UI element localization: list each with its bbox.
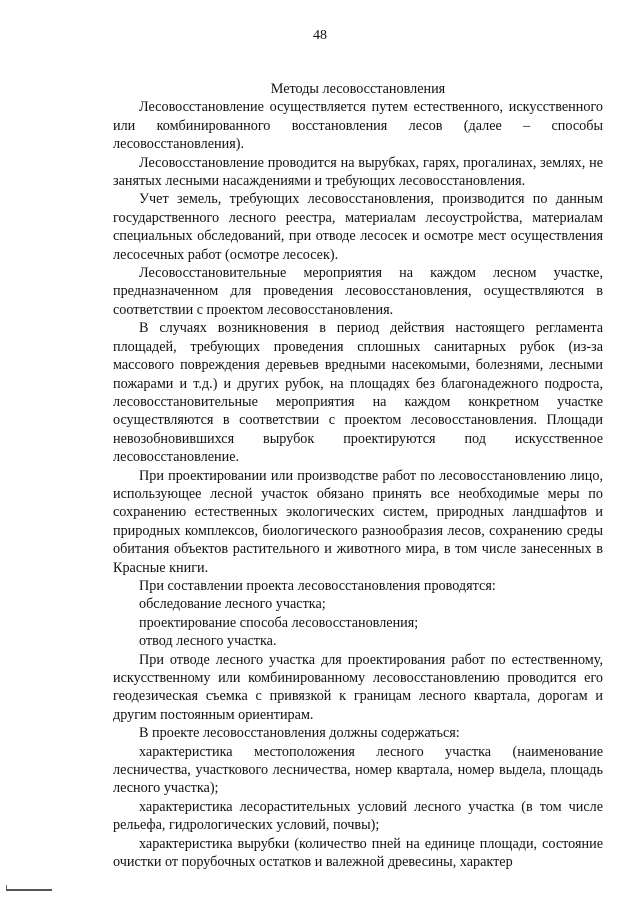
list-item: характеристика вырубки (количество пней на единице площади, состояние очистки от порубочных остатков и валежной древесины, характер: [113, 835, 603, 871]
paragraph: При проектировании или производстве работ по лесовосстановлению лицо, использующее лесной участок обязано принять все необходимые меры по сохранению естественных экологических систем, природных ландшафтов и природных комплексов, биологического разнообразия лесов, сохранению среды обитания объектов растительного и животного мира, в том числе занесенных в Красные книги.: [113, 467, 603, 576]
paragraph: Лесовосстановление осуществляется путем естественного, искусственного или комбинированного восстановления лесов (далее – способы лесовосстановления).: [113, 99, 603, 153]
scan-footer-mark: [6, 889, 52, 891]
list-item: отвод лесного участка.: [139, 633, 277, 650]
paragraph: При составлении проекта лесовосстановления проводятся:: [139, 577, 496, 594]
document-body: [113, 80, 603, 871]
list-item: проектирование способа лесовосстановления;: [139, 614, 419, 631]
paragraph: В случаях возникновения в период действия настоящего регламента площадей, требующих проведения сплошных санитарных рубок (из-за массового повреждения деревьев вредными насекомыми, болезнями, лесными пожарами и т.д.) и других рубок, на площадях без благонадежного подроста, лесовосстановительные мероприятия на каждом конкретном участке осуществляются в соответствии с проектом лесовосстановления. Площади невозобновившихся вырубок проектируются под искусственное лесовосстановление.: [113, 320, 603, 466]
paragraph: В проекте лесовосстановления должны содержаться:: [139, 725, 460, 742]
paragraph: Лесовосстановительные мероприятия на каждом лесном участке, предназначенном для проведения лесовосстановления, осуществляются в соответствии с проектом лесовосстановления.: [113, 265, 603, 318]
paragraph: Учет земель, требующих лесовосстановления, производится по данным государственного лесного реестра, материалам лесоустройства, материалам специальных обследований, при отводе лесосек и осмотре мест осуществления лесосечных работ (осмотре лесосек).: [113, 191, 603, 263]
page-number: 48: [313, 28, 327, 43]
section-heading: Методы лесовосстановления: [270, 81, 446, 97]
list-item: обследование лесного участка;: [139, 596, 326, 613]
list-item: характеристика местоположения лесного участка (наименование лесничества, участкового лесничества, номер квартала, номер выдела, площадь лесного участка);: [113, 743, 603, 797]
paragraph: Лесовосстановление проводится на вырубках, гарях, прогалинах, землях, не занятых лесными насаждениями и требующих лесовосстановления.: [113, 154, 603, 190]
list-item: характеристика лесорастительных условий лесного участка (в том числе рельефа, гидрологических условий, почвы);: [113, 798, 603, 834]
paragraph: При отводе лесного участка для проектирования работ по естественному, искусственному или комбинированному лесовосстановлению проводится его геодезическая съемка с привязкой к границам лесного квартала, дорогам и другим постоянным ориентирам.: [113, 651, 603, 723]
